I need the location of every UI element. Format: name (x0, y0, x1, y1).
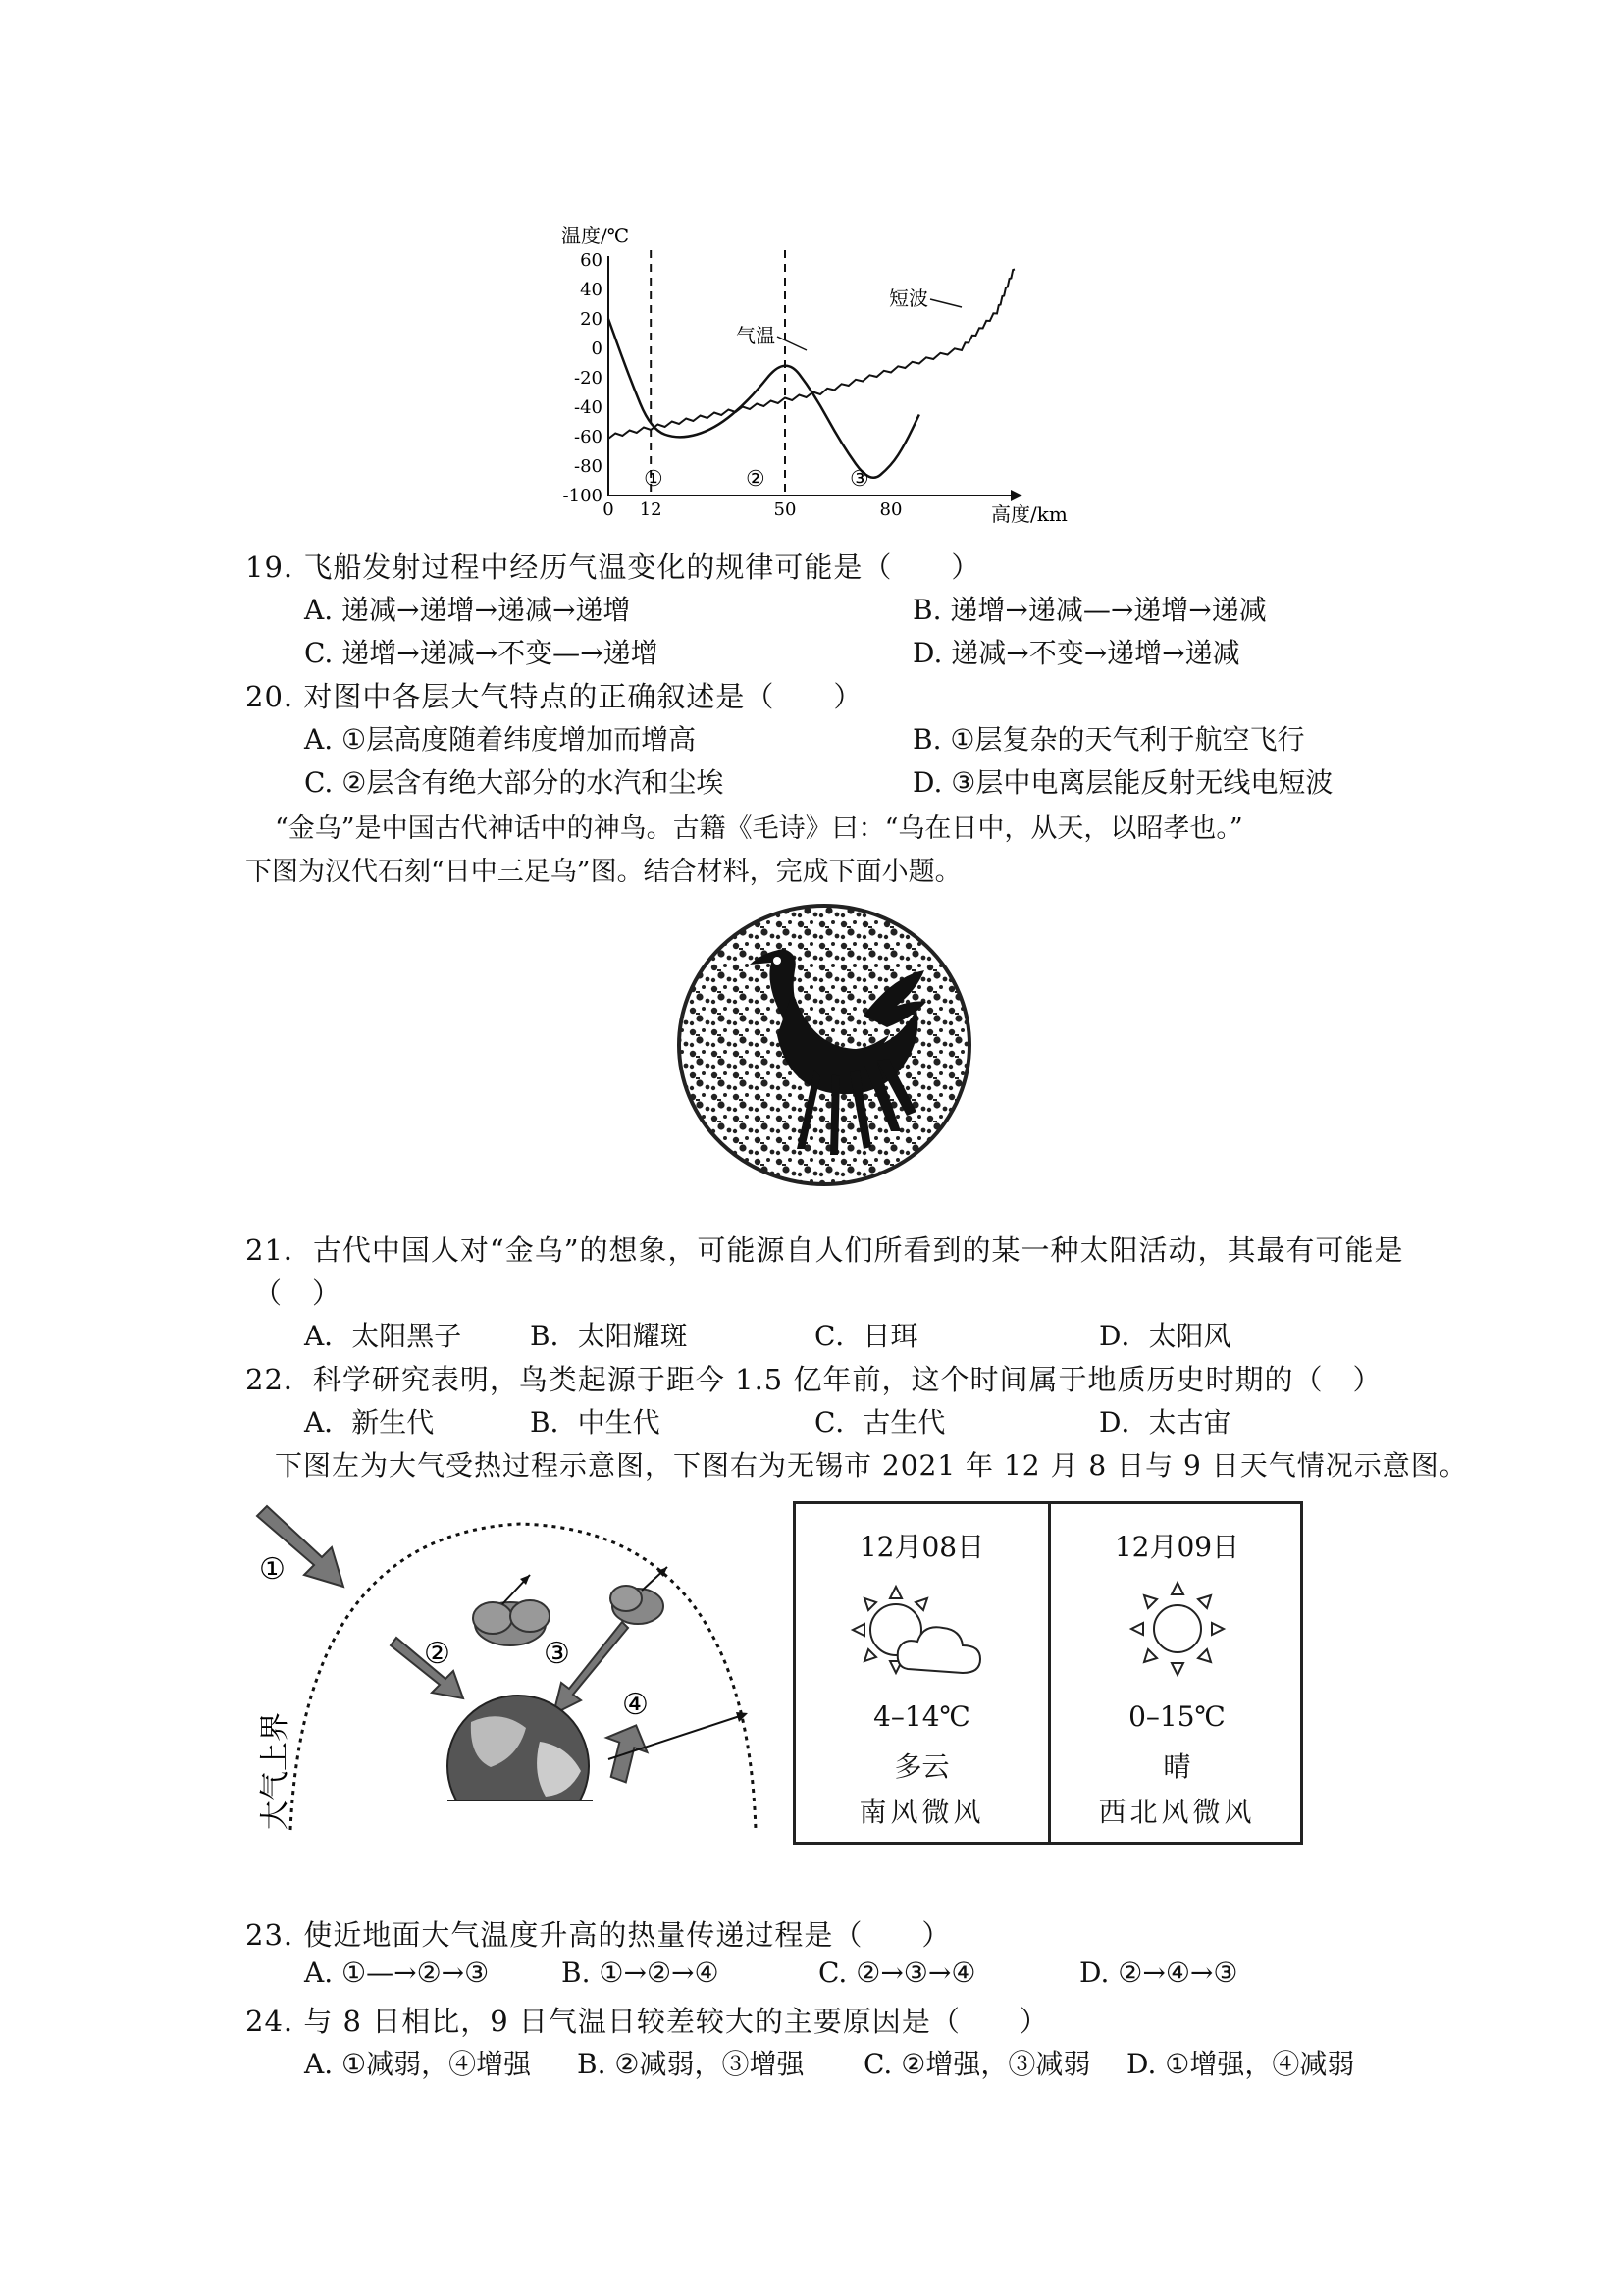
label-1: ① (259, 1552, 286, 1587)
x-tick-label: 0 (602, 499, 614, 520)
day1-temp: 4–14℃ (873, 1700, 970, 1733)
q23-option-a[interactable]: A. ①—→②→③ (304, 1957, 490, 1989)
chart-ylabel: 温度/℃ (561, 224, 630, 247)
day2-date: 12月09日 (1114, 1531, 1240, 1563)
q21-option-b[interactable]: B．太阳耀斑 (530, 1320, 688, 1352)
q23-option-c[interactable]: C. ②→③→④ (818, 1957, 976, 1989)
y-tick-label: -40 (574, 397, 602, 418)
material2-text: 下图左为大气受热过程示意图，下图右为无锡市 2021 年 12 月 8 日与 9 日天气情况示意图。 (275, 1449, 1468, 1482)
weather-day-2 (1051, 1504, 1303, 1842)
day1-condition: 多云 (894, 1750, 950, 1783)
three-legged-crow-image (667, 898, 981, 1192)
q20-option-a[interactable]: A. ①层高度随着纬度增加而增高 (304, 723, 697, 756)
q21-option-a[interactable]: A．太阳黑子 (304, 1320, 462, 1352)
atmosphere-boundary-label: 大气上界 (258, 1712, 292, 1830)
q19-option-b[interactable]: B. 递增→递减—→递增→递减 (913, 594, 1267, 626)
q24-stem: 24. 与 8 日相比，9 日气温日较差较大的主要原因是（ ） (245, 2005, 1049, 2038)
shortwave-curve (608, 270, 1015, 440)
y-tick-label: -20 (574, 368, 602, 389)
label-3: ③ (544, 1637, 570, 1671)
weather-panel (793, 1501, 1303, 1845)
label-2: ② (424, 1637, 450, 1671)
q24-option-c[interactable]: C. ②增强，③减弱 (864, 2048, 1091, 2080)
q21-stem: 21．古代中国人对“金乌”的想象，可能源自人们所看到的某一种太阳活动，其最有可能是 (245, 1233, 1404, 1267)
q22-option-c[interactable]: C．古生代 (814, 1406, 946, 1438)
q21-option-c[interactable]: C．日珥 (814, 1320, 918, 1352)
q20-option-b[interactable]: B. ①层复杂的天气利于航空飞行 (913, 723, 1305, 756)
y-tick-label: 20 (580, 309, 602, 330)
day2-wind: 西北风微风 (1098, 1796, 1256, 1828)
q20-stem: 20. 对图中各层大气特点的正确叙述是（ ） (245, 680, 864, 713)
q22-option-d[interactable]: D．太古宙 (1099, 1406, 1231, 1438)
layer-label-1: ① (644, 467, 663, 492)
sunny-icon (1124, 1575, 1231, 1683)
wave-curve-label: 短波 (889, 287, 928, 310)
y-tick-label: -80 (574, 456, 602, 477)
q19-option-a[interactable]: A. 递减→递增→递减→递增 (304, 594, 631, 626)
day1-date: 12月08日 (859, 1531, 985, 1563)
x-tick-label: 12 (639, 499, 662, 520)
material1-line2: 下图为汉代石刻“日中三足乌”图。结合材料，完成下面小题。 (245, 857, 962, 887)
material1-line1: “金乌”是中国古代神话中的神鸟。古籍《毛诗》曰：“乌在日中，从天，以昭孝也。” (275, 813, 1243, 844)
y-tick-label: 60 (580, 250, 602, 271)
q21-stem-blank: （ ） (253, 1277, 342, 1310)
layer-label-2: ② (746, 467, 765, 492)
x-tick-label: 50 (773, 499, 797, 520)
layer-label-3: ③ (850, 467, 869, 492)
partly-cloudy-icon (839, 1575, 1016, 1693)
q22-option-a[interactable]: A．新生代 (304, 1406, 435, 1438)
day2-temp: 0–15℃ (1128, 1700, 1226, 1733)
q24-option-a[interactable]: A. ①减弱，④增强 (304, 2048, 532, 2080)
q19-stem: 19. 飞船发射过程中经历气温变化的规律可能是（ ） (245, 550, 981, 584)
y-tick-label: 40 (580, 280, 602, 300)
temp-curve-label: 气温 (736, 324, 775, 347)
q22-option-b[interactable]: B．中生代 (530, 1406, 660, 1438)
q19-option-c[interactable]: C. 递增→递减→不变—→递增 (304, 637, 658, 669)
q22-stem: 22．科学研究表明，鸟类起源于距今 1.5 亿年前，这个时间属于地质历史时期的（ ） (245, 1363, 1383, 1396)
q21-option-d[interactable]: D．太阳风 (1099, 1320, 1231, 1352)
y-tick-label: 0 (591, 339, 602, 359)
temperature-altitude-chart (550, 221, 1099, 525)
day1-wind: 南风微风 (859, 1796, 985, 1828)
q23-stem: 23. 使近地面大气温度升高的热量传递过程是（ ） (245, 1918, 952, 1952)
chart-xlabel: 高度/km (991, 502, 1068, 525)
label-4: ④ (622, 1688, 649, 1722)
q19-option-d[interactable]: D. 递减→不变→递增→递减 (913, 637, 1240, 669)
day2-condition: 晴 (1163, 1750, 1191, 1783)
y-tick-label: -60 (574, 427, 602, 447)
atmospheric-heating-diagram (245, 1496, 775, 1850)
q20-option-d[interactable]: D. ③层中电离层能反射无线电短波 (913, 766, 1334, 799)
q23-option-b[interactable]: B. ①→②→④ (561, 1957, 719, 1989)
q20-option-c[interactable]: C. ②层含有绝大部分的水汽和尘埃 (304, 766, 724, 799)
q24-option-b[interactable]: B. ②减弱，③增强 (577, 2048, 805, 2080)
x-axis-arrow (1011, 490, 1022, 501)
arrow-4-ground-radiation (595, 1717, 654, 1786)
temp-label-leader (777, 337, 807, 350)
x-tick-label: 80 (879, 499, 903, 520)
q24-option-d[interactable]: D. ①增强，④减弱 (1126, 2048, 1355, 2080)
y-tick-label: -100 (562, 486, 602, 506)
q23-option-d[interactable]: D. ②→④→③ (1079, 1957, 1238, 1989)
wave-label-leader (930, 299, 962, 307)
weather-day-1 (796, 1504, 1048, 1842)
